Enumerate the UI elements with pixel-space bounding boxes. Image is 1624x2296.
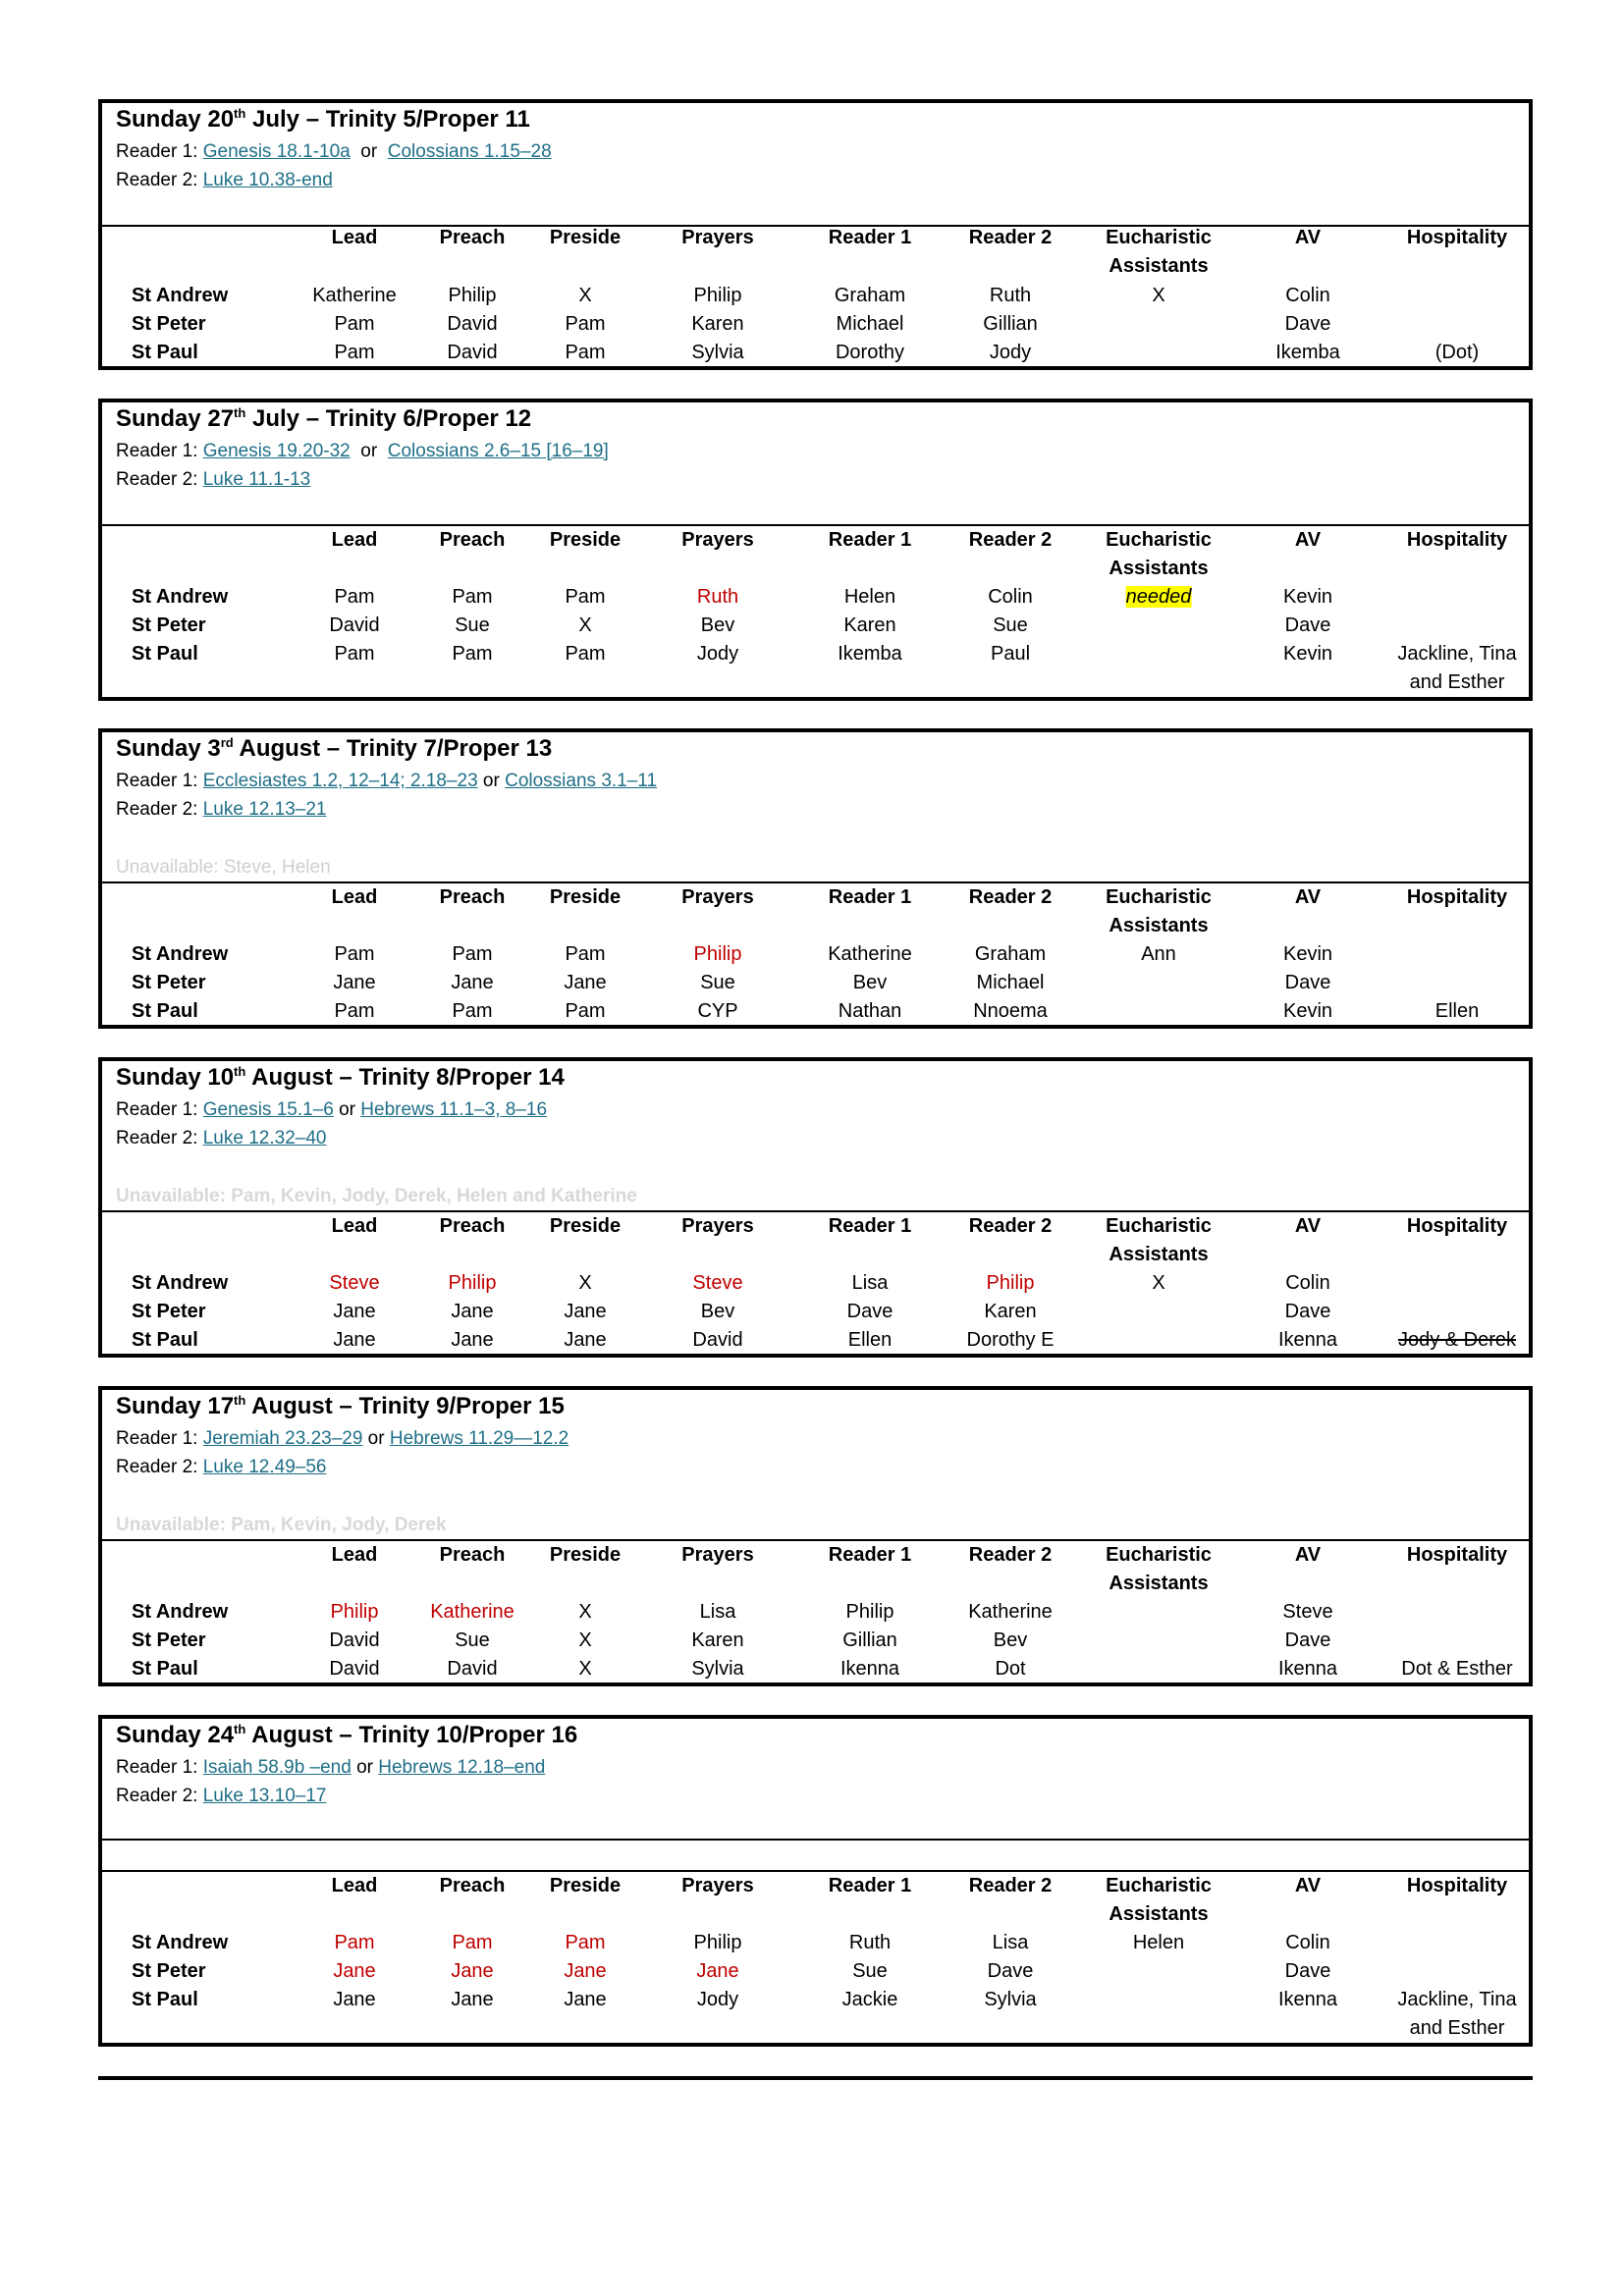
cell-preach: Pam xyxy=(452,586,493,608)
unavailable-note: Unavailable: Steve, Helen xyxy=(116,857,331,878)
cell-preside: X xyxy=(578,1658,592,1680)
cell-hospitality: Jackline, Tina and Esther xyxy=(1397,1989,1517,2039)
col-header-hospitality: Hospitality xyxy=(1406,529,1508,551)
cell-reader1: Gillian xyxy=(842,1629,897,1651)
col-header-lead: Lead xyxy=(331,1875,378,1896)
cell-eucharistic xyxy=(1126,583,1192,612)
cell-preach: Sue xyxy=(455,614,490,636)
cell-prayers: Sylvia xyxy=(691,342,744,363)
reader1-line: Reader 1: Genesis 18.1-10a or Colossians 1.15–28 xyxy=(116,141,552,162)
col-header-hospitality: Hospitality xyxy=(1406,227,1508,248)
cell-av: Steve xyxy=(1282,1601,1333,1623)
cell-preach: Philip xyxy=(448,1272,497,1294)
cell-preside: Pam xyxy=(565,586,606,608)
church-name: St Andrew xyxy=(132,943,229,965)
church-name: St Paul xyxy=(132,643,198,665)
col-header-prayers: Prayers xyxy=(681,886,754,908)
reader2-line: Reader 2: Luke 13.10–17 xyxy=(116,1786,327,1806)
cell-prayers: Philip xyxy=(693,943,742,965)
week-title: Sunday 24th August – Trinity 10/Proper 16 xyxy=(116,1722,578,1748)
cell-preach: David xyxy=(447,313,498,335)
cell-reader2: Jody xyxy=(989,342,1032,363)
cell-lead: Pam xyxy=(334,313,375,335)
cell-preside: Jane xyxy=(564,1301,607,1322)
week-title: Sunday 17th August – Trinity 9/Proper 15 xyxy=(116,1393,565,1419)
col-header-preach: Preach xyxy=(439,1544,506,1566)
col-header-eucharistic: Eucharistic Assistants xyxy=(1106,1544,1212,1594)
cell-preach: Jane xyxy=(451,972,494,993)
cell-preside: Jane xyxy=(564,1329,607,1351)
cell-reader2: Karen xyxy=(984,1301,1037,1322)
col-header-preach: Preach xyxy=(439,886,506,908)
cell-reader1: Ruth xyxy=(848,1932,892,1953)
reading-link[interactable]: Luke 11.1-13 xyxy=(202,469,311,490)
col-header-av: AV xyxy=(1294,1875,1322,1896)
cell-reader2: Sue xyxy=(993,614,1028,636)
cell-prayers: CYP xyxy=(697,1000,738,1022)
week-block xyxy=(98,399,1533,701)
cell-preach: Pam xyxy=(452,1000,493,1022)
cell-prayers: Ruth xyxy=(696,586,739,608)
col-header-preach: Preach xyxy=(439,1875,506,1896)
cell-hospitality: Dot & Esther xyxy=(1401,1658,1513,1680)
week-block xyxy=(98,1057,1533,1358)
col-header-preach: Preach xyxy=(439,1215,506,1237)
church-name: St Paul xyxy=(132,342,198,363)
week-title: Sunday 20th July – Trinity 5/Proper 11 xyxy=(116,106,530,133)
church-name: St Peter xyxy=(132,1629,206,1651)
cell-prayers: Jody xyxy=(696,643,739,665)
cell-eucharistic: Helen xyxy=(1132,1932,1185,1953)
col-header-reader1: Reader 1 xyxy=(828,529,912,551)
col-header-prayers: Prayers xyxy=(681,1215,754,1237)
col-header-lead: Lead xyxy=(331,1544,378,1566)
cell-preside: X xyxy=(578,1601,592,1623)
reading-link[interactable]: Colossians 1.15–28 xyxy=(387,141,552,162)
col-header-eucharistic: Eucharistic Assistants xyxy=(1106,1875,1212,1925)
cell-prayers: Philip xyxy=(693,285,742,306)
week-block xyxy=(98,1715,1533,2047)
cell-reader2: Dave xyxy=(987,1960,1034,1982)
cell-preach: David xyxy=(447,1658,498,1680)
cell-preach: Jane xyxy=(451,1960,494,1982)
church-name: St Andrew xyxy=(132,1932,229,1953)
cell-lead: Jane xyxy=(333,1329,376,1351)
cell-av: Kevin xyxy=(1282,943,1333,965)
col-header-prayers: Prayers xyxy=(681,227,754,248)
cell-av: Kevin xyxy=(1282,586,1333,608)
cell-lead: Jane xyxy=(333,1960,376,1982)
reading-link[interactable]: Luke 12.49–56 xyxy=(202,1457,327,1477)
cell-prayers: David xyxy=(692,1329,743,1351)
reader1-line: Reader 1: Jeremiah 23.23–29 or Hebrews 11.29—12.2 xyxy=(116,1428,569,1449)
col-header-prayers: Prayers xyxy=(681,1875,754,1896)
cell-prayers: Karen xyxy=(691,1629,744,1651)
cell-hospitality: Jackline, Tina and Esther xyxy=(1397,643,1517,693)
reader2-line: Reader 2: Luke 12.49–56 xyxy=(116,1457,327,1477)
church-name: St Andrew xyxy=(132,586,229,608)
cell-av: Ikemba xyxy=(1275,342,1340,363)
col-header-lead: Lead xyxy=(331,1215,378,1237)
cell-reader1: Nathan xyxy=(838,1000,902,1022)
week-title: Sunday 10th August – Trinity 8/Proper 14 xyxy=(116,1064,565,1091)
church-name: St Andrew xyxy=(132,1601,229,1623)
cell-av: Colin xyxy=(1285,1932,1330,1953)
cell-hospitality: (Dot) xyxy=(1435,342,1480,363)
cell-reader1: Karen xyxy=(843,614,896,636)
cell-preach: Pam xyxy=(452,1932,493,1953)
reading-link[interactable]: Colossians 2.6–15 [16–19] xyxy=(387,441,609,461)
cell-av: Colin xyxy=(1285,1272,1330,1294)
col-header-preach: Preach xyxy=(439,529,506,551)
church-name: St Peter xyxy=(132,1301,206,1322)
reading-link[interactable]: Hebrews 11.29—12.2 xyxy=(389,1428,569,1449)
church-name: St Peter xyxy=(132,313,206,335)
reader1-line: Reader 1: Genesis 19.20-32 or Colossians 2.6–15 [16–19] xyxy=(116,441,609,461)
reader2-line: Reader 2: Luke 12.13–21 xyxy=(116,799,327,820)
cell-lead: Steve xyxy=(329,1272,380,1294)
cell-reader2: Graham xyxy=(974,943,1047,965)
col-header-hospitality: Hospitality xyxy=(1406,1544,1508,1566)
cell-av: Ikenna xyxy=(1277,1989,1338,2010)
cell-prayers: Bev xyxy=(700,1301,735,1322)
cell-prayers: Sylvia xyxy=(691,1658,744,1680)
reading-link[interactable]: Genesis 15.1–6 xyxy=(202,1099,334,1120)
church-name: St Andrew xyxy=(132,1272,229,1294)
col-header-lead: Lead xyxy=(331,886,378,908)
col-header-lead: Lead xyxy=(331,227,378,248)
church-name: St Paul xyxy=(132,1000,198,1022)
week-block xyxy=(98,728,1533,1029)
cell-lead: Philip xyxy=(330,1601,379,1623)
cell-reader2: Dorothy E xyxy=(966,1329,1055,1351)
cell-lead: Pam xyxy=(334,1932,375,1953)
cell-preside: Pam xyxy=(565,313,606,335)
reader1-line: Reader 1: Genesis 15.1–6 or Hebrews 11.1–3, 8–16 xyxy=(116,1099,548,1120)
cell-preside: Jane xyxy=(564,1989,607,2010)
cell-reader2: Ruth xyxy=(989,285,1032,306)
cell-preach: Jane xyxy=(451,1989,494,2010)
col-header-preside: Preside xyxy=(549,227,622,248)
cell-prayers: Jane xyxy=(696,1960,739,1982)
cell-reader2: Nnoema xyxy=(973,1000,1048,1022)
cell-reader1: Ellen xyxy=(847,1329,893,1351)
col-header-reader2: Reader 2 xyxy=(968,886,1053,908)
cell-av: Dave xyxy=(1284,1960,1331,1982)
cell-preside: Pam xyxy=(565,943,606,965)
cell-lead: Katherine xyxy=(312,285,397,306)
cell-prayers: Sue xyxy=(700,972,735,993)
cell-reader1: Dave xyxy=(846,1301,893,1322)
cell-lead: Jane xyxy=(333,1989,376,2010)
cell-preach: Sue xyxy=(455,1629,490,1651)
cell-preach: Pam xyxy=(452,943,493,965)
cell-reader2: Gillian xyxy=(983,313,1038,335)
cell-preside: X xyxy=(578,1272,592,1294)
cell-reader1: Jackie xyxy=(841,1989,898,2010)
cell-reader2: Philip xyxy=(986,1272,1035,1294)
cell-eucharistic: X xyxy=(1152,1272,1165,1294)
cell-prayers: Philip xyxy=(693,1932,742,1953)
cell-preside: X xyxy=(578,285,592,306)
col-header-hospitality: Hospitality xyxy=(1406,1215,1508,1237)
col-header-preside: Preside xyxy=(549,1544,622,1566)
reading-link[interactable]: Luke 10.38-end xyxy=(202,170,333,190)
cell-av: Kevin xyxy=(1282,1000,1333,1022)
cell-preside: Jane xyxy=(564,1960,607,1982)
week-block xyxy=(98,1386,1533,1686)
cell-preside: Pam xyxy=(565,643,606,665)
cell-eucharistic: Ann xyxy=(1141,943,1176,965)
col-header-eucharistic: Eucharistic Assistants xyxy=(1106,227,1212,277)
col-header-reader1: Reader 1 xyxy=(828,1544,912,1566)
cell-av: Ikenna xyxy=(1277,1658,1338,1680)
cell-lead: Pam xyxy=(334,342,375,363)
cell-lead: Pam xyxy=(334,1000,375,1022)
cell-preside: Jane xyxy=(564,972,607,993)
cell-lead: David xyxy=(329,1658,380,1680)
cell-reader2: Colin xyxy=(988,586,1033,608)
cell-reader1: Sue xyxy=(852,1960,888,1982)
cell-av: Dave xyxy=(1284,1629,1331,1651)
cell-lead: David xyxy=(329,614,380,636)
cell-av: Dave xyxy=(1284,614,1331,636)
week-title: Sunday 3rd August – Trinity 7/Proper 13 xyxy=(116,735,553,762)
reading-link[interactable]: Genesis 19.20-32 xyxy=(202,441,351,461)
cell-reader1: Lisa xyxy=(851,1272,889,1294)
cell-hospitality: Jody & Derek xyxy=(1397,1329,1517,1351)
cell-prayers: Bev xyxy=(700,614,735,636)
col-header-reader1: Reader 1 xyxy=(828,886,912,908)
cell-lead: Pam xyxy=(334,586,375,608)
cell-reader2: Bev xyxy=(993,1629,1028,1651)
cell-preside: X xyxy=(578,614,592,636)
reading-link[interactable]: Jeremiah 23.23–29 xyxy=(202,1428,363,1449)
col-header-reader1: Reader 1 xyxy=(828,227,912,248)
reader2-line: Reader 2: Luke 12.32–40 xyxy=(116,1128,327,1148)
church-name: St Paul xyxy=(132,1329,198,1351)
cell-preach: David xyxy=(447,342,498,363)
col-header-eucharistic: Eucharistic Assistants xyxy=(1106,886,1212,936)
col-header-prayers: Prayers xyxy=(681,1544,754,1566)
cell-preach: Jane xyxy=(451,1329,494,1351)
col-header-eucharistic: Eucharistic Assistants xyxy=(1106,1215,1212,1265)
cell-reader1: Bev xyxy=(852,972,888,993)
col-header-preside: Preside xyxy=(549,529,622,551)
col-header-hospitality: Hospitality xyxy=(1406,886,1508,908)
church-name: St Peter xyxy=(132,1960,206,1982)
cell-reader2: Michael xyxy=(976,972,1045,993)
cell-preach: Katherine xyxy=(430,1601,514,1623)
cell-lead: David xyxy=(329,1629,380,1651)
reading-link[interactable]: Hebrews 12.18–end xyxy=(378,1757,546,1778)
cell-reader1: Philip xyxy=(845,1601,894,1623)
unavailable-note: Unavailable: Pam, Kevin, Jody, Derek xyxy=(116,1515,447,1535)
col-header-hospitality: Hospitality xyxy=(1406,1875,1508,1896)
reading-link[interactable]: Luke 12.13–21 xyxy=(202,799,327,820)
col-header-eucharistic: Eucharistic Assistants xyxy=(1106,529,1212,579)
col-header-lead: Lead xyxy=(331,529,378,551)
reading-link[interactable]: Luke 12.32–40 xyxy=(202,1128,327,1148)
cell-preside: Pam xyxy=(565,1000,606,1022)
cell-av: Dave xyxy=(1284,1301,1331,1322)
cell-lead: Jane xyxy=(333,1301,376,1322)
reading-link[interactable]: Ecclesiastes 1.2, 12–14; 2.18–23 xyxy=(202,771,478,791)
reading-link[interactable]: Genesis 18.1-10a xyxy=(202,141,351,162)
col-header-av: AV xyxy=(1294,1544,1322,1566)
cell-reader1: Ikemba xyxy=(838,643,902,665)
reader1-line: Reader 1: Ecclesiastes 1.2, 12–14; 2.18–23 or Colossians 3.1–11 xyxy=(116,771,658,791)
cell-av: Colin xyxy=(1285,285,1330,306)
cell-reader1: Michael xyxy=(836,313,904,335)
reader1-line: Reader 1: Isaiah 58.9b –end or Hebrews 12.18–end xyxy=(116,1757,546,1778)
reading-link[interactable]: Isaiah 58.9b –end xyxy=(202,1757,352,1778)
cell-preach: Philip xyxy=(448,285,497,306)
cell-reader1: Graham xyxy=(834,285,906,306)
col-header-av: AV xyxy=(1294,886,1322,908)
col-header-reader2: Reader 2 xyxy=(968,1544,1053,1566)
church-name: St Paul xyxy=(132,1989,198,2010)
cell-reader2: Dot xyxy=(995,1658,1026,1680)
unavailable-note: Unavailable: Pam, Kevin, Jody, Derek, Helen and Katherine xyxy=(116,1186,637,1206)
cell-reader2: Sylvia xyxy=(984,1989,1037,2010)
cell-reader2: Katherine xyxy=(968,1601,1053,1623)
col-header-av: AV xyxy=(1294,529,1322,551)
cell-reader1: Dorothy xyxy=(835,342,905,363)
cell-lead: Pam xyxy=(334,943,375,965)
cell-preach: Pam xyxy=(452,643,493,665)
cell-prayers: Steve xyxy=(692,1272,743,1294)
cell-lead: Jane xyxy=(333,972,376,993)
reading-link[interactable]: Hebrews 11.1–3, 8–16 xyxy=(360,1099,548,1120)
reader2-line: Reader 2: Luke 11.1-13 xyxy=(116,469,311,490)
cell-reader1: Katherine xyxy=(828,943,912,965)
week-block xyxy=(98,99,1533,370)
divider xyxy=(102,1839,1529,1841)
cell-preside: Pam xyxy=(565,342,606,363)
week-title: Sunday 27th July – Trinity 6/Proper 12 xyxy=(116,405,532,432)
col-header-reader1: Reader 1 xyxy=(828,1875,912,1896)
reading-link[interactable]: Colossians 3.1–11 xyxy=(505,771,658,791)
col-header-av: AV xyxy=(1294,1215,1322,1237)
page-bottom-rule xyxy=(98,2076,1533,2080)
cell-reader1: Helen xyxy=(843,586,896,608)
cell-preside: X xyxy=(578,1629,592,1651)
col-header-preach: Preach xyxy=(439,227,506,248)
church-name: St Peter xyxy=(132,614,206,636)
reading-link[interactable]: Luke 13.10–17 xyxy=(202,1786,327,1806)
col-header-preside: Preside xyxy=(549,1215,622,1237)
cell-prayers: Lisa xyxy=(699,1601,736,1623)
needed-highlight: needed xyxy=(1125,586,1192,608)
col-header-preside: Preside xyxy=(549,1875,622,1896)
cell-lead: Pam xyxy=(334,643,375,665)
cell-av: Kevin xyxy=(1282,643,1333,665)
church-name: St Peter xyxy=(132,972,206,993)
col-header-reader2: Reader 2 xyxy=(968,227,1053,248)
col-header-reader1: Reader 1 xyxy=(828,1215,912,1237)
cell-reader2: Paul xyxy=(990,643,1031,665)
church-name: St Paul xyxy=(132,1658,198,1680)
cell-preside: Pam xyxy=(565,1932,606,1953)
cell-preach: Jane xyxy=(451,1301,494,1322)
cell-av: Dave xyxy=(1284,313,1331,335)
col-header-reader2: Reader 2 xyxy=(968,1215,1053,1237)
col-header-av: AV xyxy=(1294,227,1322,248)
cell-reader1: Ikenna xyxy=(839,1658,900,1680)
cell-av: Dave xyxy=(1284,972,1331,993)
cell-reader2: Lisa xyxy=(992,1932,1029,1953)
col-header-prayers: Prayers xyxy=(681,529,754,551)
cell-prayers: Jody xyxy=(696,1989,739,2010)
col-header-preside: Preside xyxy=(549,886,622,908)
cell-av: Ikenna xyxy=(1277,1329,1338,1351)
reader2-line: Reader 2: Luke 10.38-end xyxy=(116,170,333,190)
church-name: St Andrew xyxy=(132,285,229,306)
cell-hospitality: Ellen xyxy=(1435,1000,1480,1022)
cell-eucharistic: X xyxy=(1152,285,1165,306)
col-header-reader2: Reader 2 xyxy=(968,1875,1053,1896)
cell-prayers: Karen xyxy=(691,313,744,335)
col-header-reader2: Reader 2 xyxy=(968,529,1053,551)
